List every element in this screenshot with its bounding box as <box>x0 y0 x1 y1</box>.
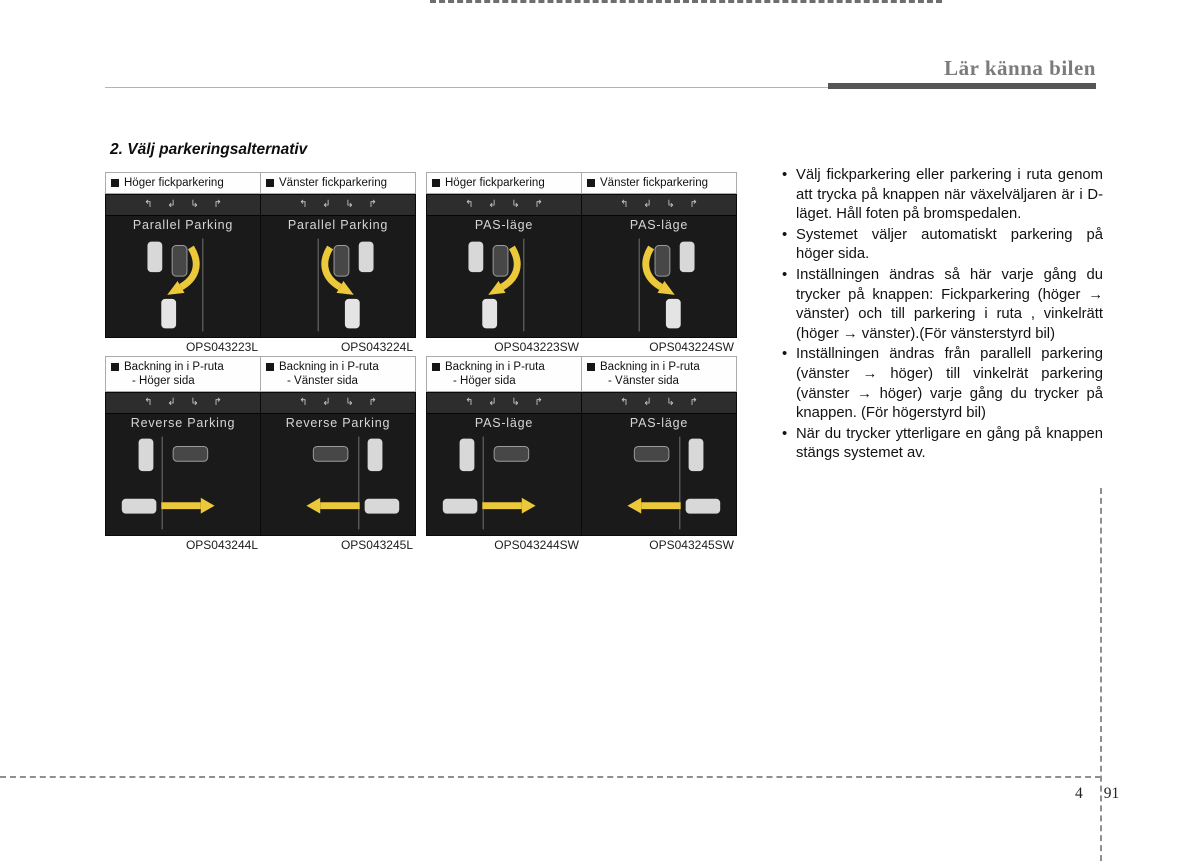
display-screen <box>426 194 582 338</box>
page-title: Lär känna bilen <box>944 56 1096 80</box>
direction-arrow-head-icon <box>201 498 215 514</box>
figure-label-text: Backning in i P-ruta <box>600 361 700 373</box>
reversing-car-icon <box>686 499 721 514</box>
own-car-icon <box>147 242 162 273</box>
screen-title: PAS-läge <box>629 416 689 430</box>
figure-panel <box>426 172 582 356</box>
other-car-icon <box>634 446 669 461</box>
figure-label-text: Backning in i P-ruta <box>124 361 224 373</box>
reverse-parking-graphic <box>427 431 581 535</box>
dashed-cut-line-top <box>430 0 942 3</box>
info-bullet: • Systemet väljer automatiskt parkering på höger sida. <box>781 226 1103 265</box>
figure-panel <box>105 356 261 554</box>
gear-indicator-icons: ↰ ↲ ↳ ↱ <box>261 195 415 216</box>
figure-panel <box>581 356 737 554</box>
parking-diagram <box>582 431 736 535</box>
figure-label <box>105 356 261 392</box>
bullet-square-icon <box>587 363 595 371</box>
display-screen <box>260 392 416 536</box>
direction-arrow-head-icon <box>522 498 536 514</box>
page-number-page: 91 <box>1103 785 1120 802</box>
info-bullet: • När du trycker ytterligare en gång på knappen stängs systemet av. <box>781 425 1103 464</box>
figure-row-top <box>105 172 745 356</box>
figure-label <box>426 172 582 194</box>
figure-label-text: Vänster fickparkering <box>279 177 388 189</box>
figure-label <box>581 172 737 194</box>
reverse-parking-graphic <box>582 431 736 535</box>
parallel-parking-graphic <box>261 233 415 337</box>
own-car-icon <box>468 242 483 273</box>
dashed-cut-line-bottom <box>0 776 1101 778</box>
target-car-icon <box>345 299 360 329</box>
own-car-icon <box>680 242 695 273</box>
page-number <box>1075 785 1119 803</box>
figure-panel <box>260 356 416 554</box>
instruction-text-column <box>781 166 1103 465</box>
figure-label-subtext: - Höger sida <box>132 375 195 387</box>
page-number-chapter: 4 <box>1075 785 1083 802</box>
other-car-icon <box>173 446 208 461</box>
figure-label-text: Höger fickparkering <box>445 177 545 189</box>
gear-indicator-icons: ↰ ↲ ↳ ↱ <box>582 195 736 216</box>
gear-indicator-icons: ↰ ↲ ↳ ↱ <box>106 393 260 414</box>
figure-label-text: Höger fickparkering <box>124 177 224 189</box>
parking-diagram <box>106 431 260 535</box>
bullet-square-icon <box>111 179 119 187</box>
screen-title: Reverse Parking <box>285 416 391 430</box>
screen-title: PAS-läge <box>629 218 689 232</box>
figure-row-bottom <box>105 356 745 554</box>
other-car-icon <box>334 246 349 277</box>
reversing-car-icon <box>365 499 400 514</box>
own-car-icon <box>689 439 704 472</box>
figure-label-text: Backning in i P-ruta <box>445 361 545 373</box>
figure-code: OPS043244SW <box>494 538 579 552</box>
parking-diagram <box>261 431 415 535</box>
screen-title: PAS-läge <box>474 218 534 232</box>
other-car-icon <box>172 246 187 277</box>
gear-indicator-icons: ↰ ↲ ↳ ↱ <box>427 195 581 216</box>
other-car-icon <box>493 246 508 277</box>
gear-indicator-icons: ↰ ↲ ↳ ↱ <box>582 393 736 414</box>
figure-gap <box>416 356 426 554</box>
screen-title: Parallel Parking <box>132 218 234 232</box>
own-car-icon <box>460 439 475 472</box>
screen-title: Parallel Parking <box>287 218 389 232</box>
figure-code: OPS043224SW <box>649 340 734 354</box>
figure-panel <box>260 172 416 356</box>
parking-diagram <box>427 431 581 535</box>
other-car-icon <box>313 446 348 461</box>
reversing-car-icon <box>443 499 478 514</box>
parallel-parking-graphic <box>582 233 736 337</box>
own-car-icon <box>359 242 374 273</box>
bullet-square-icon <box>266 179 274 187</box>
target-car-icon <box>666 299 681 329</box>
figure-panel <box>105 172 261 356</box>
display-screen <box>581 392 737 536</box>
bullet-square-icon <box>432 363 440 371</box>
gear-indicator-icons: ↰ ↲ ↳ ↱ <box>427 393 581 414</box>
target-car-icon <box>161 299 176 329</box>
dashed-cut-line-right <box>1100 488 1102 861</box>
target-car-icon <box>482 299 497 329</box>
other-car-icon <box>494 446 529 461</box>
parallel-parking-graphic <box>427 233 581 337</box>
parallel-parking-graphic <box>106 233 260 337</box>
gear-indicator-icons: ↰ ↲ ↳ ↱ <box>261 393 415 414</box>
own-car-icon <box>368 439 383 472</box>
figure-label <box>260 172 416 194</box>
screen-title: Reverse Parking <box>130 416 236 430</box>
bullet-square-icon <box>432 179 440 187</box>
bullet-square-icon <box>587 179 595 187</box>
section-title: 2. Välj parkeringsalternativ <box>110 141 308 158</box>
figure-panel <box>426 356 582 554</box>
reverse-parking-graphic <box>106 431 260 535</box>
bullet-square-icon <box>111 363 119 371</box>
direction-arrow-head-icon <box>627 498 641 514</box>
parking-diagram <box>582 233 736 337</box>
parking-diagram <box>106 233 260 337</box>
figure-code: OPS043223L <box>185 340 258 354</box>
figure-label-subtext: - Höger sida <box>453 375 516 387</box>
figure-grid <box>105 172 745 554</box>
figure-code: OPS043244L <box>185 538 258 552</box>
bullet-square-icon <box>266 363 274 371</box>
reverse-parking-graphic <box>261 431 415 535</box>
header-accent-bar <box>828 83 1096 89</box>
figure-label-text: Vänster fickparkering <box>600 177 709 189</box>
info-bullet: • Inställningen ändras så här varje gång du trycker på knappen: Fickparkering (höger → vänster) och till parkering i ruta , vinkelrätt (höger → vänster).(För vänsterstyrd bil) <box>781 266 1103 344</box>
gear-indicator-icons: ↰ ↲ ↳ ↱ <box>106 195 260 216</box>
figure-label <box>426 356 582 392</box>
figure-code: OPS043245SW <box>649 538 734 552</box>
own-car-icon <box>139 439 154 472</box>
display-screen <box>426 392 582 536</box>
info-bullet: • Välj fickparkering eller parkering i ruta genom att trycka på knappen när växelväljaren är i D-läget. Håll foten på bromspedalen. <box>781 166 1103 225</box>
info-bullet: • Inställningen ändras från parallell parkering (vänster → höger) till vinkelrät parkering (vänster → höger) varje gång du trycker på knappen. (För högerstyrd bil) <box>781 345 1103 423</box>
figure-code: OPS043245L <box>340 538 413 552</box>
figure-label <box>581 356 737 392</box>
parking-diagram <box>427 233 581 337</box>
info-list <box>781 166 1103 464</box>
figure-label <box>260 356 416 392</box>
screen-title: PAS-läge <box>474 416 534 430</box>
display-screen <box>105 194 261 338</box>
parking-diagram <box>261 233 415 337</box>
figure-gap <box>416 172 426 356</box>
display-screen <box>581 194 737 338</box>
figure-label <box>105 172 261 194</box>
figure-label-subtext: - Vänster sida <box>287 375 358 387</box>
figure-code: OPS043223SW <box>494 340 579 354</box>
figure-label-text: Backning in i P-ruta <box>279 361 379 373</box>
direction-arrow-head-icon <box>306 498 320 514</box>
display-screen <box>105 392 261 536</box>
figure-code: OPS043224L <box>340 340 413 354</box>
figure-panel <box>581 172 737 356</box>
figure-label-subtext: - Vänster sida <box>608 375 679 387</box>
reversing-car-icon <box>122 499 157 514</box>
other-car-icon <box>655 246 670 277</box>
display-screen <box>260 194 416 338</box>
